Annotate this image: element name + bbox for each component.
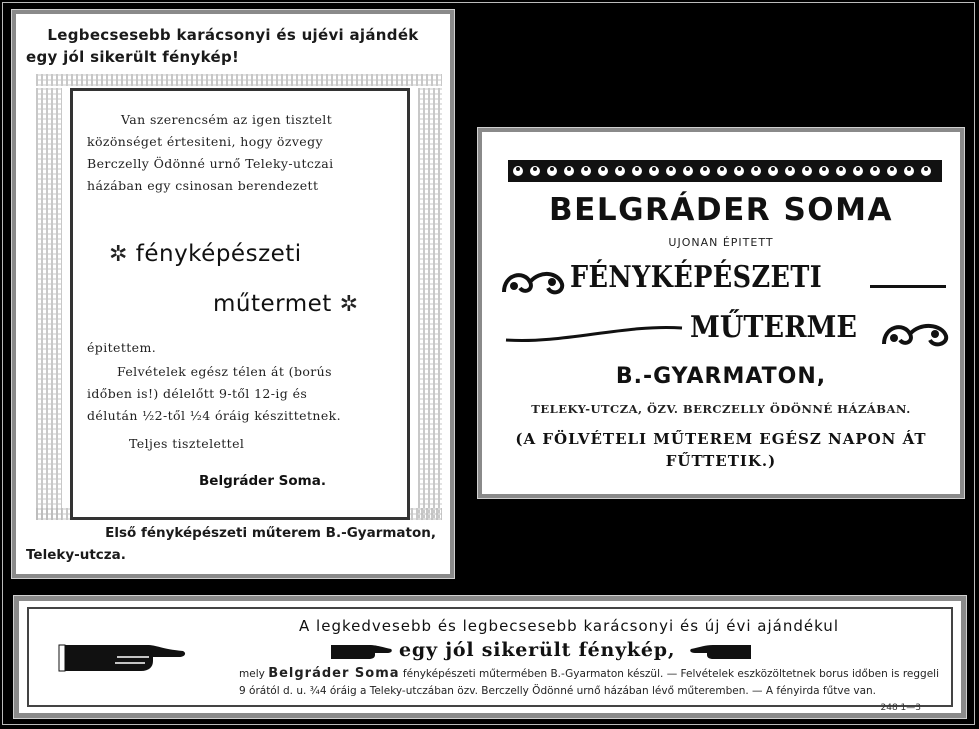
headline-line-1: Legbecsesebb karácsonyi és ujévi ajándék (47, 26, 419, 44)
intro-text (87, 109, 393, 197)
asterisk-ornament-icon: ✲ (339, 292, 359, 317)
signature: Belgráder Soma. (199, 473, 326, 489)
scroll-ornament-right-icon (880, 318, 950, 352)
ad-left-footer (26, 522, 436, 566)
pointing-hand-large-icon (57, 631, 187, 681)
footer-line-2: Teleky-utcza. (26, 547, 126, 563)
note-line-1: (A FÖLVÉTELI MŰTEREM EGÉSZ NAPON ÁT (515, 430, 927, 448)
advertisement-bottom (14, 596, 966, 718)
dotted-border-top (36, 74, 442, 86)
note-line-2: FŰTTETIK.) (665, 452, 777, 470)
heating-note (500, 428, 942, 472)
ad-left-box (70, 88, 410, 520)
city-name: B.-GYARMATON, (615, 364, 827, 389)
advertisement-right (478, 128, 964, 498)
dotted-border-right (418, 88, 442, 520)
hours-line-3: délután ½2-től ½4 óráig készittetnek. (87, 408, 341, 423)
pointing-hand-left-icon (689, 641, 753, 661)
intro-line-3: Berczelly Ödönné urnő Teleky-utczai (87, 156, 334, 171)
ad-bottom-frame (27, 607, 953, 713)
word2-text: műtermet (213, 291, 332, 317)
regards-text: Teljes tisztelettel (129, 436, 245, 451)
built-text: épitettem. (87, 340, 157, 355)
intro-line-1: Van szerencsém az igen tisztelt (121, 112, 333, 127)
para-prefix: mely (239, 668, 265, 680)
clover-border-ornament-icon (508, 160, 942, 182)
swash-line-icon (504, 322, 684, 346)
intro-line-4: házában egy csinosan berendezett (87, 178, 319, 193)
ad-reference-number: 248 1—3 (880, 703, 921, 713)
intro-line-2: közönséget értesiteni, hogy özvegy (87, 134, 323, 149)
bottom-line-1: A legkedvesebb és legbecsesebb karácsonyi és új évi ajándékul (299, 617, 839, 635)
rule-line-right (870, 285, 946, 288)
ad-left-headline (26, 24, 440, 68)
pointing-hand-right-icon (329, 641, 393, 661)
dotted-border-left (36, 88, 62, 520)
word-fenykepeszeti-right: FÉNYKÉPÉSZETI (570, 260, 823, 295)
para-rest: fényképészeti műtermében B.-Gyarmaton készül. — Felvételek eszközöltetnek borus időben is reggeli 9 órától d. u. ¾4 óráig a Teleky-utczában özv. Berczelly Ödönné urnő házában lévő műteremben. — A fényirda fűtve van. (239, 668, 940, 697)
advertisement-left (12, 10, 454, 578)
word-mutermet (213, 291, 359, 317)
hours-line-2: időben is!) délelőtt 9-től 12-ig és (87, 386, 308, 401)
para-photographer-name: Belgráder Soma (268, 666, 400, 681)
word1-text: fényképészeti (135, 241, 302, 267)
bottom-paragraph (239, 665, 939, 700)
word-fenykepeszeti (109, 241, 302, 267)
hours-line-1: Felvételek egész télen át (borús (117, 364, 332, 379)
footer-line-1: Első fényképészeti műterem B.-Gyarmaton, (105, 525, 436, 541)
street-address: TELEKY-UTCZA, ÖZV. BERCZELLY ÖDÖNNÉ HÁZÁBAN. (531, 402, 911, 416)
asterisk-ornament-icon: ✲ (109, 242, 128, 267)
scroll-ornament-left-icon (500, 266, 566, 300)
photographer-name: BELGRÁDER SOMA (549, 192, 893, 228)
newly-built-label: UJONAN ÉPITETT (668, 236, 774, 249)
bottom-line-2: egy jól sikerült fénykép, (399, 639, 676, 661)
headline-line-2: egy jól sikerült fénykép! (26, 48, 240, 66)
word-muterme: MŰTERME (690, 310, 858, 345)
hours-text (87, 361, 393, 427)
